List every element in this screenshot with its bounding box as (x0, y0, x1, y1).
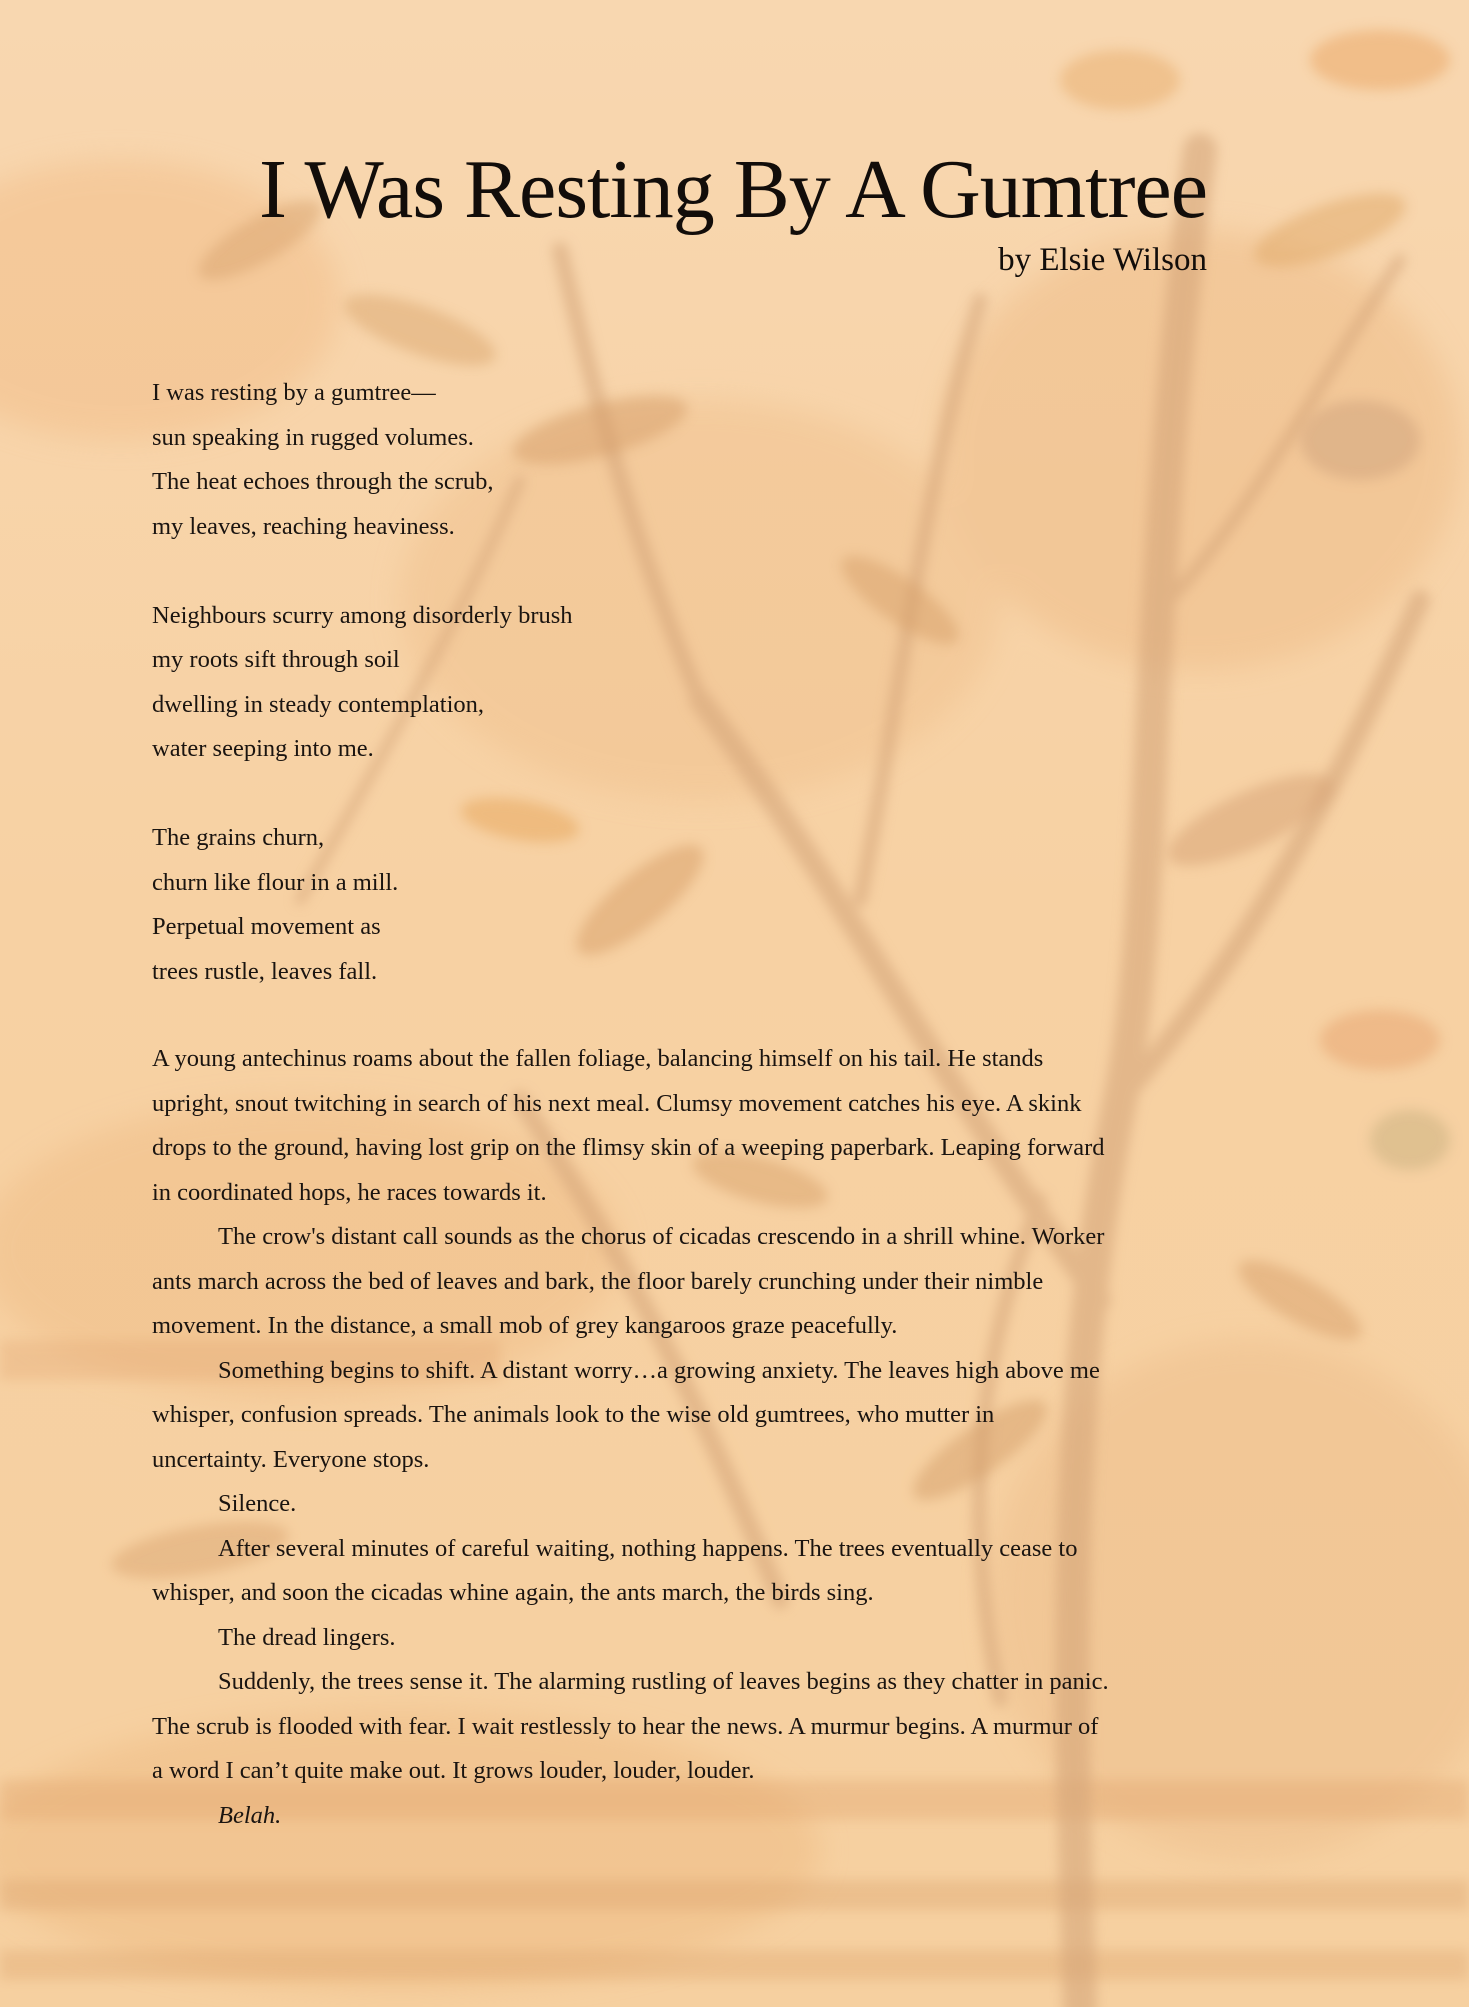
prose-paragraph: A young antechinus roams about the fallen foliage, balancing himself on his tail. He stands upright, snout twitching in search of his next meal. Clumsy movement catches his eye. A skink drops to the ground, having lost grip on the flimsy skin of a weeping paperbark. Leaping forward in coordinated hops, he races towards it. (152, 1045, 1105, 1206)
verse-line: I was resting by a gumtree— (152, 379, 436, 406)
stanza (152, 594, 1112, 772)
verse-line: The heat echoes through the scrub, (152, 468, 494, 495)
prose-paragraph: Suddenly, the trees sense it. The alarming rustling of leaves begins as they chatter in panic. The scrub is flooded with fear. I wait restlessly to hear the news. A murmur begins. A murmur of a word I can’t quite make out. It grows louder, louder, louder. (152, 1668, 1109, 1784)
closing-word: Belah. (218, 1801, 282, 1829)
stanza (152, 816, 1112, 994)
verse-line: Neighbours scurry among disorderly brush (152, 601, 573, 629)
prose-paragraph: Silence. (218, 1490, 297, 1517)
prose-paragraph: The dread lingers. (218, 1623, 396, 1651)
verse-line: my roots sift through soil (152, 646, 400, 673)
prose-paragraph: The crow's distant call sounds as the chorus of cicadas crescendo in a shrill whine. Worker ants march across the bed of leaves and bark, the floor barely crunching under their nimble movement. In the distance, a small mob of grey kangaroos graze peacefully. (152, 1223, 1105, 1339)
verse-line: Perpetual movement as (152, 913, 381, 940)
verse-line: The grains churn, (152, 824, 325, 851)
verse-line: dwelling in steady contemplation, (152, 690, 485, 718)
prose-section (152, 1037, 1112, 1838)
stanza (152, 371, 1112, 549)
verse-line: water seeping into me. (152, 735, 374, 762)
verse-line: churn like flour in a mill. (152, 868, 399, 896)
poem-title: I Was Resting By A Gumtree (259, 143, 1207, 236)
author-byline: by Elsie Wilson (998, 242, 1207, 278)
verse-line: sun speaking in rugged volumes. (152, 423, 474, 451)
prose-paragraph: Something begins to shift. A distant worry…a growing anxiety. The leaves high above me whisper, confusion spreads. The animals look to the wise old gumtrees, who mutter in uncertainty. Everyone stops. (152, 1356, 1100, 1473)
poem-verses (152, 371, 1112, 1039)
verse-line: my leaves, reaching heaviness. (152, 512, 455, 540)
prose-paragraph: After several minutes of careful waiting, nothing happens. The trees eventually cease to whisper, and soon the cicadas whine again, the ants march, the birds sing. (152, 1534, 1078, 1606)
verse-line: trees rustle, leaves fall. (152, 957, 378, 985)
